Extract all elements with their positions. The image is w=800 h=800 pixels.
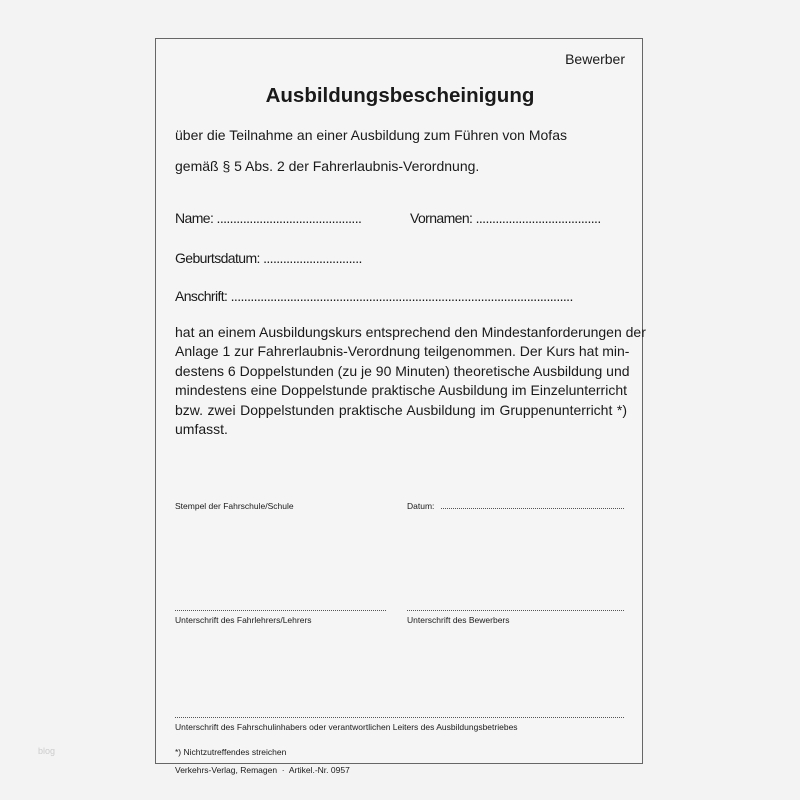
footnote: *) Nichtzutreffendes streichen	[175, 747, 287, 757]
text-line: hat an einem Ausbildungskurs entsprechend den Mindestanforderungen der	[175, 324, 646, 340]
date-label: Datum:	[407, 501, 435, 511]
text-line: Anlage 1 zur Fahrerlaubnis-Verordnung teilgenommen. Der Kurs hat min-	[175, 343, 630, 360]
name-field[interactable]: Name: ............................................	[175, 210, 362, 226]
certificate-text	[175, 323, 646, 439]
owner-signature-line[interactable]	[175, 717, 624, 718]
text-line: mindestens eine Doppelstunde praktische Ausbildung im Einzelunterricht	[175, 382, 627, 399]
text-line: umfasst.	[175, 421, 228, 438]
owner-signature-label: Unterschrift des Fahrschulinhabers oder verantwortlichen Leiters des Ausbildungsbetriebes	[175, 722, 518, 732]
intro-line-2: gemäß § 5 Abs. 2 der Fahrerlaubnis-Verordnung.	[175, 158, 480, 174]
geburtsdatum-field[interactable]: Geburtsdatum: ..............................	[175, 250, 362, 266]
watermark: blog	[38, 746, 56, 756]
instructor-signature-line[interactable]	[175, 610, 386, 611]
stamp-label: Stempel der Fahrschule/Schule	[175, 501, 294, 511]
vornamen-field[interactable]: Vornamen: ......................................	[410, 210, 601, 226]
page-title: Ausbildungsbescheinigung	[265, 84, 535, 107]
recipient-label: Bewerber	[565, 51, 625, 67]
text-line: destens 6 Doppelstunden (zu je 90 Minuten) theoretische Ausbildung und	[175, 362, 630, 379]
applicant-signature-line[interactable]	[407, 610, 624, 611]
applicant-signature-label: Unterschrift des Bewerbers	[407, 615, 510, 625]
publisher-footer: Verkehrs-Verlag, Remagen · Artikel.-Nr. 0957	[175, 765, 350, 775]
date-line[interactable]	[441, 508, 624, 509]
anschrift-field[interactable]: Anschrift: ........................................................................................................	[175, 288, 573, 304]
instructor-signature-label: Unterschrift des Fahrlehrers/Lehrers	[175, 615, 312, 625]
intro-line-1: über die Teilnahme an einer Ausbildung zum Führen von Mofas	[175, 127, 567, 143]
text-line: bzw. zwei Doppelstunden praktische Ausbildung im Gruppenunterricht *)	[175, 401, 627, 418]
